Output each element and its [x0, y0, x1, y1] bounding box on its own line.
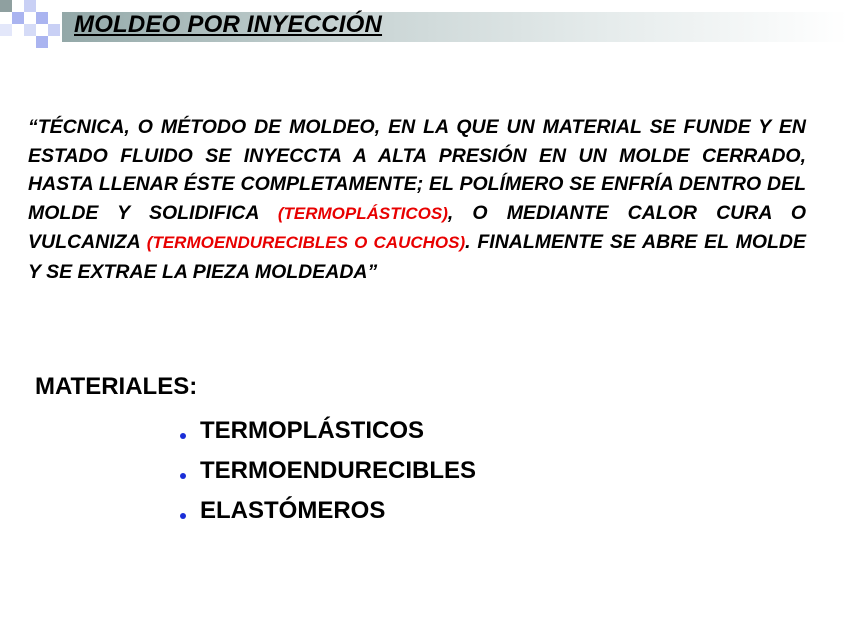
list-item: [180, 494, 476, 534]
materials-heading: MATERIALES:: [35, 373, 198, 400]
definition-text: , O MEDIANTE CALOR CURA O VULCANIZA: [28, 201, 806, 253]
definition-highlight-thermosets: (TERMOENDURECIBLES O CAUCHOS): [146, 233, 466, 252]
definition-paragraph: [28, 113, 806, 286]
list-item: [180, 414, 476, 454]
bullet-icon: [180, 473, 186, 479]
list-item-label: TERMOPLÁSTICOS: [200, 417, 425, 444]
definition-text: . FINALMENTE SE ABRE EL MOLDE Y SE EXTRAE LA PIEZA MOLDEADA”: [28, 231, 806, 283]
bullet-icon: [180, 513, 186, 519]
list-item-label: ELASTÓMEROS: [200, 497, 386, 524]
definition-text: “TÉCNICA, O MÉTODO DE MOLDEO, EN LA QUE UN MATERIAL SE FUNDE Y EN ESTADO FLUIDO SE INYECCTA A ALTA PRESIÓN EN UN MOLDE CERRADO, HASTA LLENAR ÉSTE COMPLETAMENTE; EL POLÍMERO SE ENFRÍA DENTRO DEL MOLDE Y SOLIDIFICA: [28, 116, 806, 224]
bullet-icon: [180, 433, 186, 439]
slide-title: MOLDEO POR INYECCIÓN: [74, 11, 383, 38]
materials-list: [180, 414, 476, 534]
list-item-label: TERMOENDURECIBLES: [200, 457, 477, 484]
list-item: [180, 454, 476, 494]
definition-highlight-thermoplastics: (TERMOPLÁSTICOS): [277, 203, 448, 223]
